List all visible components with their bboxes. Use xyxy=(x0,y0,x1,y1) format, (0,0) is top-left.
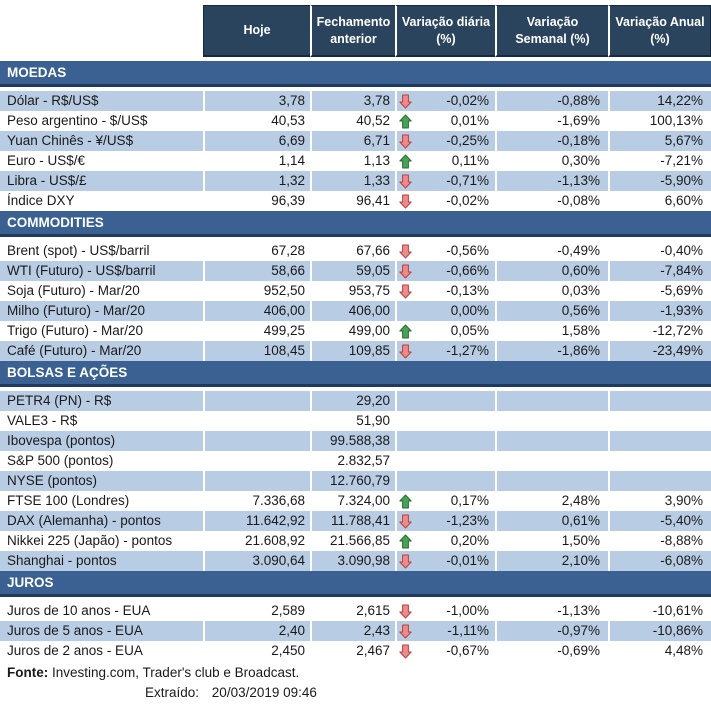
source-text: Investing.com, Trader's club e Broadcast. xyxy=(52,665,300,680)
row-label: Shanghai - pontos xyxy=(0,551,203,571)
daily-variation-cell xyxy=(395,281,495,301)
arrow-up-icon xyxy=(399,494,412,509)
source-label: Fonte: xyxy=(7,665,49,680)
trend-down-indicator xyxy=(399,174,416,189)
arrow-down-icon xyxy=(399,344,412,359)
table-row xyxy=(0,171,711,191)
fechamento-anterior-value: 2,615 xyxy=(310,601,395,621)
annual-variation-value: -7,84% xyxy=(608,261,711,281)
table-row xyxy=(0,601,711,621)
weekly-variation-value: -1,13% xyxy=(495,171,608,191)
daily-variation-value: -0,66% xyxy=(446,263,489,278)
table-row xyxy=(0,551,711,571)
column-header-hoje: Hoje xyxy=(203,5,310,57)
row-label: Milho (Futuro) - Mar/20 xyxy=(0,301,203,321)
trend-up-indicator xyxy=(399,324,416,339)
fechamento-anterior-value: 1,13 xyxy=(310,151,395,171)
extraction-line xyxy=(0,683,711,702)
hoje-value xyxy=(203,411,310,431)
annual-variation-value: -5,69% xyxy=(608,281,711,301)
column-header-variacao-semanal: Variação Semanal (%) xyxy=(495,5,608,57)
daily-variation-cell xyxy=(395,511,495,531)
daily-variation-value: 0,20% xyxy=(450,533,489,548)
annual-variation-value xyxy=(608,471,711,491)
hoje-value: 1,32 xyxy=(203,171,310,191)
weekly-variation-value: -1,13% xyxy=(495,601,608,621)
arrow-down-icon xyxy=(399,624,412,639)
weekly-variation-value: 0,56% xyxy=(495,301,608,321)
daily-variation-cell xyxy=(395,491,495,511)
row-label: PETR4 (PN) - R$ xyxy=(0,391,203,411)
section-header-commodities: COMMODITIES xyxy=(0,211,711,237)
table-row xyxy=(0,641,711,661)
fechamento-anterior-value: 2,43 xyxy=(310,621,395,641)
trend-up-indicator xyxy=(399,154,416,169)
trend-down-indicator xyxy=(399,604,416,619)
trend-down-indicator xyxy=(399,624,416,639)
weekly-variation-value xyxy=(495,391,608,411)
row-label: VALE3 - R$ xyxy=(7,413,78,428)
section-header-juros: JUROS xyxy=(0,571,711,597)
table-row xyxy=(0,131,711,151)
daily-variation-cell xyxy=(395,191,495,211)
hoje-value: 21.608,92 xyxy=(203,531,310,551)
row-label: S&P 500 (pontos) xyxy=(7,453,114,468)
daily-variation-cell xyxy=(395,471,495,491)
hoje-value: 3.090,64 xyxy=(203,551,310,571)
table-body xyxy=(0,61,711,661)
fechamento-anterior-value: 953,75 xyxy=(310,281,395,301)
daily-variation-value: -0,02% xyxy=(446,193,489,208)
fechamento-anterior-value: 59,05 xyxy=(310,261,395,281)
daily-variation-value: -0,13% xyxy=(446,283,489,298)
fechamento-anterior-value: 3,78 xyxy=(310,91,395,111)
annual-variation-value: -8,88% xyxy=(608,531,711,551)
daily-variation-cell xyxy=(395,151,495,171)
fechamento-anterior-value: 96,41 xyxy=(310,191,395,211)
trend-down-indicator xyxy=(399,134,416,149)
arrow-down-icon xyxy=(399,264,412,279)
table-row xyxy=(0,151,711,171)
hoje-value: 1,14 xyxy=(203,151,310,171)
arrow-up-icon xyxy=(399,534,412,549)
annual-variation-value: -7,21% xyxy=(608,151,711,171)
table-row xyxy=(0,451,711,471)
hoje-value xyxy=(203,451,310,471)
trend-down-indicator xyxy=(399,284,416,299)
annual-variation-value: -10,86% xyxy=(608,621,711,641)
arrow-down-icon xyxy=(399,604,412,619)
row-label: Juros de 10 anos - EUA xyxy=(7,603,151,618)
column-header-fechamento-anterior: Fechamento anterior xyxy=(310,5,395,57)
annual-variation-value: 5,67% xyxy=(608,131,711,151)
arrow-up-icon xyxy=(399,154,412,169)
weekly-variation-value: 2,48% xyxy=(495,491,608,511)
weekly-variation-value xyxy=(495,411,608,431)
weekly-variation-value: 0,30% xyxy=(495,151,608,171)
row-label: Ibovespa (pontos) xyxy=(0,431,203,451)
hoje-value: 96,39 xyxy=(203,191,310,211)
daily-variation-value: -1,27% xyxy=(446,343,489,358)
trend-up-indicator xyxy=(399,534,416,549)
arrow-up-icon xyxy=(399,324,412,339)
daily-variation-value: 0,17% xyxy=(450,493,489,508)
section-header-bolsas-e-a-es: BOLSAS E AÇÕES xyxy=(0,361,711,387)
weekly-variation-value xyxy=(495,451,608,471)
arrow-down-icon xyxy=(399,174,412,189)
daily-variation-value: 0,05% xyxy=(450,323,489,338)
annual-variation-value: -5,90% xyxy=(608,171,711,191)
annual-variation-value xyxy=(608,451,711,471)
row-label: Brent (spot) - US$/barril xyxy=(7,243,150,258)
hoje-value xyxy=(203,391,310,411)
annual-variation-value: -1,93% xyxy=(608,301,711,321)
weekly-variation-value: -1,69% xyxy=(495,111,608,131)
footer xyxy=(0,661,711,702)
row-label: Euro - US$/€ xyxy=(7,153,86,168)
trend-down-indicator xyxy=(399,194,416,209)
hoje-value: 58,66 xyxy=(203,261,310,281)
trend-up-indicator xyxy=(399,114,416,129)
daily-variation-cell xyxy=(395,411,495,431)
weekly-variation-value: -0,88% xyxy=(495,91,608,111)
annual-variation-value: -5,40% xyxy=(608,511,711,531)
weekly-variation-value: 1,58% xyxy=(495,321,608,341)
hoje-value: 2,40 xyxy=(203,621,310,641)
hoje-value: 499,25 xyxy=(203,321,310,341)
annual-variation-value: 3,90% xyxy=(608,491,711,511)
table-row xyxy=(0,321,711,341)
arrow-up-icon xyxy=(399,114,412,129)
row-label: Índice DXY xyxy=(7,193,75,208)
row-label: Juros de 5 anos - EUA xyxy=(0,621,203,641)
row-label: Peso argentino - $/US$ xyxy=(7,113,148,128)
table-row xyxy=(0,471,711,491)
row-label: DAX (Alemanha) - pontos xyxy=(0,511,203,531)
hoje-value: 406,00 xyxy=(203,301,310,321)
daily-variation-value: -1,11% xyxy=(447,623,489,638)
arrow-down-icon xyxy=(399,94,412,109)
fechamento-anterior-value: 99.588,38 xyxy=(310,431,395,451)
arrow-down-icon xyxy=(399,194,412,209)
fechamento-anterior-value: 109,85 xyxy=(310,341,395,361)
annual-variation-value: -6,08% xyxy=(608,551,711,571)
table-row xyxy=(0,621,711,641)
weekly-variation-value: 0,61% xyxy=(495,511,608,531)
daily-variation-value: -0,67% xyxy=(446,643,489,658)
daily-variation-cell xyxy=(395,641,495,661)
row-label: Trigo (Futuro) - Mar/20 xyxy=(7,323,144,338)
row-label: WTI (Futuro) - US$/barril xyxy=(0,261,203,281)
table-row xyxy=(0,111,711,131)
extraction-label: Extraído: xyxy=(145,685,200,700)
annual-variation-value: 14,22% xyxy=(608,91,711,111)
hoje-value: 108,45 xyxy=(203,341,310,361)
daily-variation-value: 0,00% xyxy=(450,303,489,318)
fechamento-anterior-value: 67,66 xyxy=(310,241,395,261)
hoje-value: 3,78 xyxy=(203,91,310,111)
fechamento-anterior-value: 1,33 xyxy=(310,171,395,191)
arrow-down-icon xyxy=(399,554,412,569)
trend-down-indicator xyxy=(399,244,416,259)
table-row xyxy=(0,491,711,511)
row-label: NYSE (pontos) xyxy=(0,471,203,491)
fechamento-anterior-value: 51,90 xyxy=(310,411,395,431)
weekly-variation-value: -0,49% xyxy=(495,241,608,261)
fechamento-anterior-value: 406,00 xyxy=(310,301,395,321)
table-row xyxy=(0,431,711,451)
trend-down-indicator xyxy=(399,264,416,279)
extraction-timestamp: 20/03/2019 09:46 xyxy=(211,685,317,700)
arrow-down-icon xyxy=(399,644,412,659)
daily-variation-cell xyxy=(395,451,495,471)
hoje-value: 952,50 xyxy=(203,281,310,301)
weekly-variation-value: -1,86% xyxy=(495,341,608,361)
hoje-value: 40,53 xyxy=(203,111,310,131)
arrow-down-icon xyxy=(399,134,412,149)
hoje-value xyxy=(203,431,310,451)
daily-variation-cell xyxy=(395,111,495,131)
hoje-value: 2,589 xyxy=(203,601,310,621)
fechamento-anterior-value: 2,467 xyxy=(310,641,395,661)
table-row xyxy=(0,391,711,411)
hoje-value: 11.642,92 xyxy=(203,511,310,531)
fechamento-anterior-value: 11.788,41 xyxy=(310,511,395,531)
header-corner-blank xyxy=(0,5,203,57)
row-label: FTSE 100 (Londres) xyxy=(7,493,130,508)
daily-variation-cell xyxy=(395,241,495,261)
daily-variation-cell xyxy=(395,321,495,341)
table-row xyxy=(0,511,711,531)
fechamento-anterior-value: 40,52 xyxy=(310,111,395,131)
trend-down-indicator xyxy=(399,344,416,359)
row-label: Libra - US$/£ xyxy=(0,171,203,191)
table-row xyxy=(0,281,711,301)
weekly-variation-value: -0,08% xyxy=(495,191,608,211)
fechamento-anterior-value: 7.324,00 xyxy=(310,491,395,511)
annual-variation-value: 6,60% xyxy=(608,191,711,211)
trend-down-indicator xyxy=(399,644,416,659)
hoje-value: 6,69 xyxy=(203,131,310,151)
annual-variation-value xyxy=(608,411,711,431)
annual-variation-value: -10,61% xyxy=(608,601,711,621)
daily-variation-cell xyxy=(395,551,495,571)
arrow-down-icon xyxy=(399,244,412,259)
table-row xyxy=(0,531,711,551)
column-header-row xyxy=(0,5,711,57)
daily-variation-cell xyxy=(395,431,495,451)
trend-down-indicator xyxy=(399,94,416,109)
weekly-variation-value xyxy=(495,431,608,451)
table-row xyxy=(0,301,711,321)
fechamento-anterior-value: 6,71 xyxy=(310,131,395,151)
row-label: Juros de 2 anos - EUA xyxy=(7,643,143,658)
daily-variation-cell xyxy=(395,171,495,191)
arrow-down-icon xyxy=(399,284,412,299)
table-row xyxy=(0,341,711,361)
weekly-variation-value: 1,50% xyxy=(495,531,608,551)
trend-up-indicator xyxy=(399,494,416,509)
source-line xyxy=(0,663,711,683)
daily-variation-cell xyxy=(395,91,495,111)
fechamento-anterior-value: 21.566,85 xyxy=(310,531,395,551)
daily-variation-value: 0,01% xyxy=(450,113,489,128)
annual-variation-value: -0,40% xyxy=(608,241,711,261)
annual-variation-value: -23,49% xyxy=(608,341,711,361)
annual-variation-value xyxy=(608,391,711,411)
row-label: Yuan Chinês - ¥/US$ xyxy=(0,131,203,151)
fechamento-anterior-value: 12.760,79 xyxy=(310,471,395,491)
arrow-down-icon xyxy=(399,514,412,529)
daily-variation-cell xyxy=(395,601,495,621)
annual-variation-value: 4,48% xyxy=(608,641,711,661)
daily-variation-cell xyxy=(395,621,495,641)
daily-variation-cell xyxy=(395,531,495,551)
daily-variation-cell xyxy=(395,341,495,361)
table-row xyxy=(0,91,711,111)
weekly-variation-value xyxy=(495,471,608,491)
daily-variation-cell xyxy=(395,261,495,281)
hoje-value: 2,450 xyxy=(203,641,310,661)
weekly-variation-value: 2,10% xyxy=(495,551,608,571)
row-label: Soja (Futuro) - Mar/20 xyxy=(7,283,140,298)
fechamento-anterior-value: 3.090,98 xyxy=(310,551,395,571)
annual-variation-value xyxy=(608,431,711,451)
daily-variation-value: -0,25% xyxy=(446,133,489,148)
trend-down-indicator xyxy=(399,514,416,529)
row-label: Dólar - R$/US$ xyxy=(0,91,203,111)
hoje-value: 67,28 xyxy=(203,241,310,261)
weekly-variation-value: 0,60% xyxy=(495,261,608,281)
table-row xyxy=(0,261,711,281)
table-row xyxy=(0,191,711,211)
daily-variation-value: -1,00% xyxy=(446,603,489,618)
row-label: Nikkei 225 (Japão) - pontos xyxy=(7,533,173,548)
daily-variation-cell xyxy=(395,391,495,411)
daily-variation-value: -1,23% xyxy=(446,513,489,528)
hoje-value: 7.336,68 xyxy=(203,491,310,511)
row-label: Café (Futuro) - Mar/20 xyxy=(0,341,203,361)
column-header-variacao-diaria: Variação diária (%) xyxy=(395,5,495,57)
weekly-variation-value: 0,03% xyxy=(495,281,608,301)
fechamento-anterior-value: 29,20 xyxy=(310,391,395,411)
annual-variation-value: -12,72% xyxy=(608,321,711,341)
column-header-variacao-anual: Variação Anual (%) xyxy=(608,5,711,57)
weekly-variation-value: -0,69% xyxy=(495,641,608,661)
daily-variation-value: -0,02% xyxy=(446,93,489,108)
fechamento-anterior-value: 499,00 xyxy=(310,321,395,341)
daily-variation-value: -0,01% xyxy=(446,553,489,568)
section-header-moedas: MOEDAS xyxy=(0,61,711,87)
daily-variation-value: -0,71% xyxy=(446,173,489,188)
daily-variation-value: 0,11% xyxy=(451,153,489,168)
trend-down-indicator xyxy=(399,554,416,569)
weekly-variation-value: -0,97% xyxy=(495,621,608,641)
table-row xyxy=(0,241,711,261)
daily-variation-cell xyxy=(395,301,495,321)
weekly-variation-value: -0,18% xyxy=(495,131,608,151)
daily-variation-value: -0,56% xyxy=(446,243,489,258)
daily-variation-cell xyxy=(395,131,495,151)
fechamento-anterior-value: 2.832,57 xyxy=(310,451,395,471)
table-row xyxy=(0,411,711,431)
annual-variation-value: 100,13% xyxy=(608,111,711,131)
hoje-value xyxy=(203,471,310,491)
